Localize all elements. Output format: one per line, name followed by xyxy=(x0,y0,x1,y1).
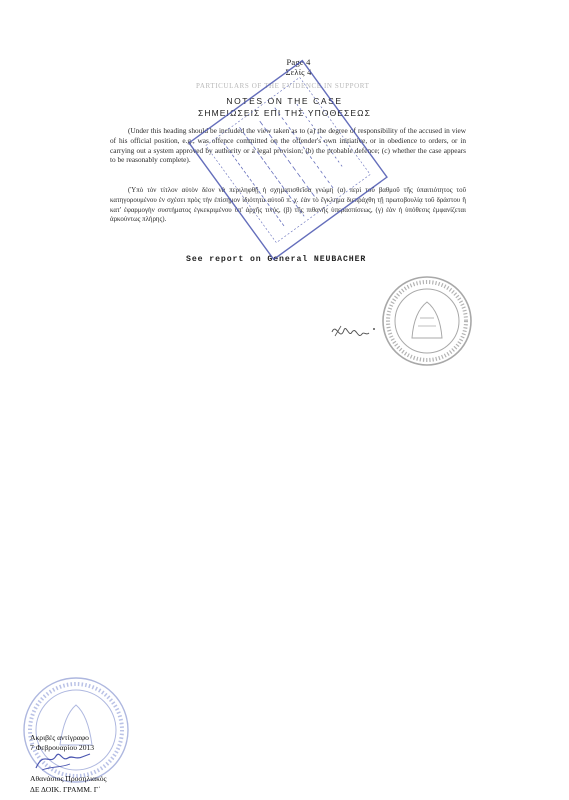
instructions-paragraph-en: (Under this heading should be included the view taken as to (a) the degree of responsibility of the accused in view of his official position, e.g., was offence committed on the offender's own initiative, or in obedience to orders, or in carrying out a system approved by authority or a legal provision; (b) the probable defence; (c) whether the case appears to be reasonably complete). xyxy=(110,126,466,165)
certifier-name: Αθανάσιος Προσηλιακός xyxy=(30,774,107,783)
bottom-seal xyxy=(24,678,128,782)
certified-copy-label: Ακριβές αντίγραφο xyxy=(30,733,89,742)
square-stamp xyxy=(189,61,387,260)
certification-date: 7 Φεβρουαρίου 2013 xyxy=(30,743,95,752)
page-number: Page 4 xyxy=(286,57,311,67)
round-seal xyxy=(383,277,471,365)
signature-scribble xyxy=(332,326,375,336)
section-title-en: NOTES ON THE CASE xyxy=(226,96,343,106)
section-title-gr: ΣΗΜΕΙΩΣΕΙΣ ΕΠΙ ΤΗΣ ΥΠΟΘΕΣΕΩΣ xyxy=(198,108,371,118)
instructions-paragraph-gr: (Ὑπὸ τὸν τίτλον αὐτὸν δέον νὰ περιληφθῇ ἡ σχηματισθεῖσα γνώμη (α) περὶ τοῦ βαθμοῦ τῆς ὑπαιτιότητος τοῦ κατηγορουμένου ἐν σχέσει πρὸς τὴν ἐπίσημον ἰδιότητα αὐτοῦ π. χ. ἐὰν τὸ ἔγκλημα διεπράχθη τῇ πρωτοβουλίᾳ τοῦ δράστου ἢ κατ' ἐφαρμογὴν συστήματος ἐγκεκριμένου ὑπ' ἀρχῆς τινός, (β) τῆς πιθανῆς ὑπερασπίσεως, (γ) ἐὰν ἡ ὑπόθεσις ἐμφανίζεται ἀρκούντως πλήρης). xyxy=(110,187,466,224)
certifier-title: ΔΕ ΔΟΙΚ. ΓΡΑΜΜ. Γ΄ xyxy=(30,785,101,794)
page-number-greek: Σελίς 4 xyxy=(285,67,312,77)
typed-note: See report on General NEUBACHER xyxy=(186,255,367,264)
faint-show-through-heading: PARTICULARS OF THE EVIDENCE IN SUPPORT xyxy=(196,82,370,90)
